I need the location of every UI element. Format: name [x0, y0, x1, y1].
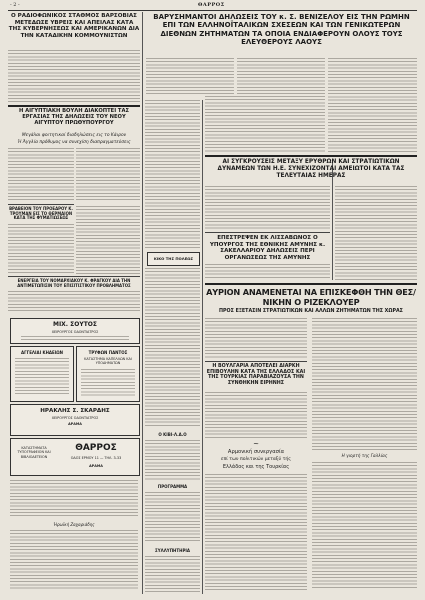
ad-trifon-text: ΚΑΤΑΣΤΗΜΑ ΚΑΠΕΛΛΩΝ ΚΑΙ ΥΠΟΔΗΜΑΤΩΝ — [84, 357, 132, 366]
box-2-title: Ο ΚΙΒΙ-Λ.Α.Ο — [158, 432, 187, 437]
headline-lucas: ΑΥΡΙΟΝ ΑΝΑΜΕΝΕΤΑΙ ΝΑ ΕΠΙΣΚΕΦΘΗ ΤΗΝ ΘΕΣ/ΝΙΚΗΝ Ο ΡΙΖΕΚΛΟΥΕΡ — [206, 287, 416, 307]
bulgaria-body-1 — [205, 392, 307, 440]
subheadline-bulgaria-3: Ελλάδος και της Τουρκίας — [222, 464, 290, 470]
ad-trifon-pantos — [76, 346, 140, 402]
article-egypt-continued — [76, 206, 140, 274]
ad-soutos-title: ΜΙΧ. ΣΟΥΤΟΣ — [52, 321, 98, 328]
venizelos-body-3 — [328, 58, 417, 152]
ad-soutos-text: ΧΕΙΡΟΥΡΓΟΣ ΟΔΟΝΤΙΑΤΡΟΣ — [51, 330, 99, 334]
ad-tharros-left: ΚΑΤΑΣΤΗΜΑΤΑ ΤΥΠΟΓΡΑΦΕΙΟΝ ΚΑΙ ΒΙΒΛΙΟΔΕΤΕΙΟΝ — [17, 446, 51, 459]
divider — [8, 105, 140, 107]
column-rule-1 — [142, 12, 143, 594]
notice-body — [10, 480, 138, 516]
ornament-divider: ~ — [253, 440, 259, 448]
subheadline-egypt-1: Μεγάλαι φοιτητικαί διαδηλώσεις εις το Κάιρον — [21, 133, 127, 138]
article-france-body — [312, 462, 417, 590]
bulgaria-body-2 — [205, 474, 307, 590]
headline-bulgaria: Η ΒΟΥΛΓΑΡΙΑ ΑΠΟΤΕΛΕΙ ΔΙΑΡΚΗ ΕΠΙΒΟΥΛΗΝ ΚΑΤΑ ΤΗΣ ΕΛΛΑΔΟΣ ΚΑΙ ΤΗΣ ΤΟΥΡΚΙΑΣ ΠΑΡΑΒΙΑΖΟΥΣΑ ΤΗΝ ΣΥΝΘΗΚΗΝ ΕΙΡΗΝΗΣ — [206, 364, 306, 386]
article-egypt-body-right — [76, 148, 140, 202]
condolences-title: ΣΥΛΛΥΠΗΤΗΡΙΑ — [154, 548, 190, 553]
headline-truman: ΒΡΑΒΕΙΟΝ ΤΟΥ ΠΡΟΕΔΡΟΥ Κ. ΤΡΟΥΜΑΝ ΕΙΣ ΤΟ ΘΕΡΜΑΙΟΝ ΚΑΤΑ ΤΗΣ ΦΥΜΑΤΙΩΣΕΩΣ — [9, 206, 73, 221]
ad-skardis-title: ΗΡΑΚΛΗΣ Σ. ΣΚΑΡΔΗΣ — [40, 408, 110, 414]
ad-tharros-address: ΟΔΟΣ ΕΡΜΟΥ 11 — ΤΗΛ. 3-33 — [70, 456, 122, 460]
ad-funeral-title: ΑΓΓΕΛΙΑΙ ΚΗΔΕΙΩΝ — [21, 350, 63, 355]
ad-skardis-text: ΧΕΙΡΟΥΡΓΟΣ ΟΔΟΝΤΙΑΤΡΟΣ — [51, 416, 99, 420]
divider — [8, 204, 74, 205]
venizelos-body-4 — [205, 96, 325, 152]
ad-trifon-title: ΤΡΥΦΩΝ ΠΑΝΤΟΣ — [88, 350, 128, 355]
notice-body-2 — [10, 530, 138, 590]
ad-skardis — [10, 404, 140, 436]
divider — [205, 232, 330, 233]
lucas-body-right — [312, 318, 417, 450]
page-number: - 2 - — [10, 2, 20, 8]
headline-defence: ΕΠΕΣΤΡΕΨΕΝ ΕΚ ΛΙΣΣΑΒΩΝΟΣ Ο ΥΠΟΥΡΓΟΣ ΤΗΣ ΕΘΝΙΚΗΣ ΑΜΥΝΗΣ κ. ΣΑΚΕΛΛΑΡΙΟΥ ΔΗΛΩΣΕΙΣ ΠΕΡΙ ΟΡΓΑΝΩΣΕΩΣ ΤΗΣ ΑΜΥΝΗΣ — [209, 235, 326, 261]
program-title: ΠΡΟΓΡΑΜΜΑ — [157, 484, 188, 489]
divider — [205, 155, 417, 157]
masthead — [8, 2, 417, 11]
ad-skardis-city: ΔΡΑΜΑ — [68, 422, 82, 427]
clashes-body — [205, 186, 330, 230]
city-chronicle-title: ΚΙΚΟ ΤΗΣ ΠΟΛΕΩΣ — [153, 256, 194, 261]
clashes-body-right — [335, 186, 417, 280]
ad-funeral-notices — [10, 346, 74, 402]
ad-funeral-body — [15, 358, 69, 396]
headline-frangou: ΕΝΕΡΓΕΙΑ ΤΟΥ ΝΟΜΑΡΧΙΑΚΟΥ Κ. ΦΡΑΓΚΟΥ ΔΙΑ ΤΗΝ ΑΝΤΙΜΕΤΩΠΙΣΙΝ ΤΟΥ ΕΠΙΣΙΤΙΣΤΙΚΟΥ ΠΡΟΒΛΗΜΑΤΟΣ — [17, 278, 131, 288]
divider — [205, 361, 307, 362]
subheadline-egypt-2: Ή Άγγλία πρόθυμος να συνεχίση διαπραγματεύσεις — [17, 140, 131, 145]
ad-tharros-printing — [10, 438, 140, 476]
venizelos-body-1 — [146, 58, 234, 94]
program-body — [145, 492, 200, 542]
box-city-chronicle — [147, 252, 200, 266]
article-frangou-body — [8, 291, 140, 313]
column-rule-2 — [202, 100, 203, 594]
bottom-notice: Ήρωϊκή Ζαχαριάδης — [53, 522, 95, 527]
column-2-text-2 — [145, 440, 200, 480]
lucas-body-left — [205, 318, 307, 358]
divider — [8, 276, 140, 277]
headline-clashes: ΑΙ ΣΥΓΚΡΟΥΣΕΙΣ ΜΕΤΑΞΥ ΕΡΥΘΡΩΝ ΚΑΙ ΣΤΡΑΤΙΩΤΙΚΩΝ ΔΥΝΑΜΕΩΝ ΤΩΝ Η.Ε. ΣΥΝΕΧΙΖΟΝΤΑΙ ΑΜΕΙΩΤΟΙ ΚΑΤΑ ΤΑΣ ΤΕΛΕΥΤΑΙΑΣ ΗΜΕΡΑΣ — [217, 159, 405, 179]
subheadline-bulgaria-2: επί των πολιτικών μεταξύ τής — [221, 457, 291, 462]
subheadline-bulgaria-1: Αρμονική συνεργασία — [227, 449, 285, 455]
divider — [205, 283, 417, 285]
defence-body — [205, 264, 330, 280]
ad-trifon-body — [81, 369, 135, 397]
masthead-name: ΘΑΡΡΟΣ — [198, 2, 225, 8]
article-radio-body — [8, 50, 140, 103]
condolences-body — [145, 556, 200, 592]
subheadline-lucas: ΠΡΟΣ ΕΞΕΤΑΣΙΝ ΣΤΡΑΤΙΩΤΙΚΩΝ ΚΑΙ ΑΛΛΩΝ ΖΗΤΗΜΑΤΩΝ ΤΗΣ ΧΩΡΑΣ — [219, 309, 403, 314]
column-2-text-top — [145, 100, 200, 250]
ad-tharros-title: ΘΑΡΡΟΣ — [75, 443, 117, 453]
ad-soutos-details — [21, 336, 129, 342]
article-truman-body — [8, 224, 74, 274]
article-france-title: Η γιορτή της Γαλλίας — [341, 453, 388, 458]
ad-soutos — [10, 318, 140, 344]
article-egypt-body-left — [8, 148, 74, 202]
headline-radio: Ο ΡΑΔΙΟΦΩΝΙΚΟΣ ΣΤΑΘΜΟΣ ΒΑΡΣΟΒΙΑΣ ΜΕΤΕΔΩΣΕ ΥΒΡΕΙΣ ΚΑΙ ΑΠΕΙΛΑΣ ΚΑΤΑ ΤΗΣ ΚΥΒΕΡΝΗΣΕΩΣ ΚΑΙ ΑΜΕΡΙΚΑΝΩΝ ΔΙΑ ΤΗΝ ΚΑΤΑΔΙΚΗΝ ΚΟΜΜΟΥΝΙΣΤΩΝ — [8, 13, 140, 39]
headline-venizelos: ΒΑΡΥΣΗΜΑΝΤΟΙ ΔΗΛΩΣΕΙΣ ΤΟΥ κ. Σ. ΒΕΝΙΖΕΛΟΥ ΕΙΣ ΤΗΝ ΡΩΜΗΝ ΕΠΙ ΤΩΝ ΕΛΛΗΝΟΪΤΑΛΙΚΩΝ ΣΧΕΣΕΩΝ ΚΑΙ ΤΩΝ ΓΕΝΙΚΩΤΕΡΩΝ ΔΙΕΘΝΩΝ ΖΗΤΗΜΑΤΩΝ ΤΑ ΟΠΟΙΑ ΕΝΔΙΑΦΕΡΟΥΝ ΟΛΟΥΣ ΤΟΥΣ ΕΛΕΥΘΕΡΟΥΣ ΛΑΟΥΣ — [153, 13, 410, 46]
headline-egypt: Η ΑΙΓΥΠΤΙΑΚΗ ΒΟΥΛΗ ΔΙΑΚΟΠΤΕΙ ΤΑΣ ΕΡΓΑΣΙΑΣ ΤΗΣ ΔΗΛΩΣΕΙΣ ΤΟΥ ΝΕΟΥ ΑΙΓΥΠΤΟΥ ΠΡΩΘΥΠΟΥΡΓΟΥ — [18, 108, 130, 127]
venizelos-body-2 — [237, 58, 325, 94]
ad-tharros-city: ΔΡΑΜΑ — [89, 464, 103, 468]
column-2-text-middle — [145, 268, 200, 428]
